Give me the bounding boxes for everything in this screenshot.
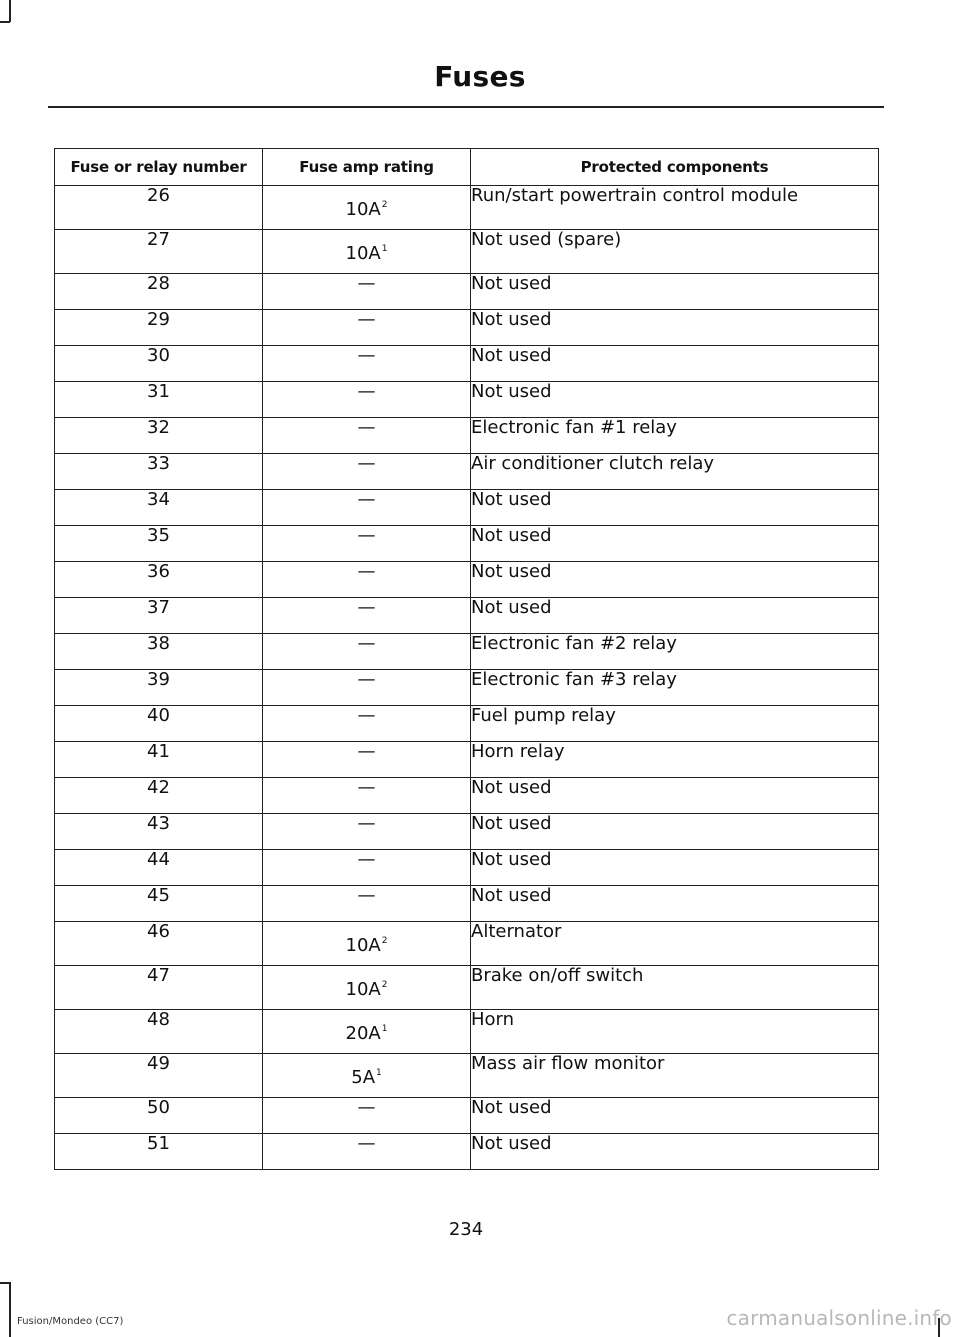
amp-rating-value: —	[357, 741, 376, 762]
table-row	[55, 850, 879, 886]
page-title: Fuses	[434, 60, 526, 93]
amp-rating-value: —	[357, 597, 376, 618]
fuse-table-body	[55, 186, 879, 1170]
page-number: 234	[448, 1219, 484, 1240]
table-row	[55, 1134, 879, 1170]
amp-rating-cell	[263, 1098, 471, 1134]
amp-rating-value: 20A	[345, 1023, 381, 1044]
fuse-number-cell: 28	[55, 274, 263, 310]
fuse-number-cell: 26	[55, 186, 263, 230]
amp-rating-value: —	[357, 345, 376, 366]
table-row	[55, 778, 879, 814]
protected-component-cell: Electronic fan #1 relay	[471, 418, 879, 454]
amp-rating-value: —	[357, 453, 376, 474]
table-row	[55, 598, 879, 634]
crop-mark-top-left-vertical	[9, 0, 11, 22]
amp-rating-cell	[263, 274, 471, 310]
amp-rating-value: —	[357, 381, 376, 402]
amp-rating-cell	[263, 230, 471, 274]
crop-mark-bottom-left-horizontal	[0, 1282, 10, 1284]
amp-rating-cell	[263, 382, 471, 418]
table-row	[55, 186, 879, 230]
amp-rating-cell	[263, 1054, 471, 1098]
protected-component-cell: Not used	[471, 886, 879, 922]
amp-rating-cell	[263, 310, 471, 346]
title-divider	[48, 106, 884, 108]
table-row	[55, 490, 879, 526]
fuse-number-cell: 47	[55, 966, 263, 1010]
amp-rating-cell	[263, 742, 471, 778]
protected-component-cell: Not used	[471, 274, 879, 310]
amp-rating-value: 10A	[345, 935, 381, 956]
protected-component-cell: Mass air flow monitor	[471, 1054, 879, 1098]
protected-component-cell: Not used	[471, 850, 879, 886]
amp-rating-cell	[263, 346, 471, 382]
crop-mark-bottom-left-vertical	[9, 1282, 11, 1337]
amp-rating-value: 10A	[345, 199, 381, 220]
footnote-marker: 2	[381, 936, 388, 946]
table-row	[55, 454, 879, 490]
amp-rating-cell	[263, 886, 471, 922]
fuse-number-cell: 31	[55, 382, 263, 418]
amp-rating-cell	[263, 526, 471, 562]
fuse-number-cell: 35	[55, 526, 263, 562]
amp-rating-value: —	[357, 1097, 376, 1118]
table-row	[55, 346, 879, 382]
protected-component-cell: Not used	[471, 562, 879, 598]
protected-component-cell: Not used	[471, 1098, 879, 1134]
header-protected-components: Protected components	[471, 149, 879, 186]
fuse-number-cell: 41	[55, 742, 263, 778]
protected-component-cell: Run/start powertrain control module	[471, 186, 879, 230]
table-row	[55, 310, 879, 346]
table-row	[55, 966, 879, 1010]
protected-component-cell: Electronic fan #3 relay	[471, 670, 879, 706]
amp-rating-cell	[263, 562, 471, 598]
table-row	[55, 526, 879, 562]
table-row	[55, 230, 879, 274]
fuse-number-cell: 50	[55, 1098, 263, 1134]
footnote-marker: 1	[376, 1068, 382, 1078]
amp-rating-value: —	[357, 417, 376, 438]
amp-rating-value: —	[357, 273, 376, 294]
protected-component-cell: Horn	[471, 1010, 879, 1054]
protected-component-cell: Not used	[471, 526, 879, 562]
protected-component-cell: Not used	[471, 1134, 879, 1170]
amp-rating-cell	[263, 490, 471, 526]
table-row	[55, 634, 879, 670]
table-row	[55, 814, 879, 850]
protected-component-cell: Not used	[471, 598, 879, 634]
fuse-number-cell: 49	[55, 1054, 263, 1098]
amp-rating-value: 5A	[351, 1067, 376, 1088]
protected-component-cell: Air conditioner clutch relay	[471, 454, 879, 490]
amp-rating-value: 10A	[345, 243, 381, 264]
fuse-number-cell: 37	[55, 598, 263, 634]
protected-component-cell: Electronic fan #2 relay	[471, 634, 879, 670]
amp-rating-cell	[263, 706, 471, 742]
fuse-number-cell: 38	[55, 634, 263, 670]
amp-rating-value: —	[357, 777, 376, 798]
table-row	[55, 382, 879, 418]
fuse-number-cell: 42	[55, 778, 263, 814]
protected-component-cell: Brake on/off switch	[471, 966, 879, 1010]
footnote-marker: 2	[381, 200, 388, 210]
watermark: carmanualsonline.info	[726, 1306, 952, 1330]
amp-rating-value: —	[357, 705, 376, 726]
protected-component-cell: Horn relay	[471, 742, 879, 778]
table-row	[55, 1098, 879, 1134]
header-amp-rating: Fuse amp rating	[263, 149, 471, 186]
protected-component-cell: Not used	[471, 310, 879, 346]
crop-mark-top-left-horizontal	[0, 21, 10, 23]
amp-rating-cell	[263, 1134, 471, 1170]
fuse-number-cell: 34	[55, 490, 263, 526]
fuse-number-cell: 29	[55, 310, 263, 346]
amp-rating-value: —	[357, 309, 376, 330]
amp-rating-cell	[263, 418, 471, 454]
protected-component-cell: Not used	[471, 814, 879, 850]
amp-rating-value: —	[357, 813, 376, 834]
fuse-number-cell: 33	[55, 454, 263, 490]
amp-rating-cell	[263, 778, 471, 814]
fuse-number-cell: 48	[55, 1010, 263, 1054]
fuse-number-cell: 27	[55, 230, 263, 274]
header-fuse-number: Fuse or relay number	[55, 149, 263, 186]
protected-component-cell: Not used	[471, 346, 879, 382]
fuse-number-cell: 39	[55, 670, 263, 706]
amp-rating-cell	[263, 598, 471, 634]
footnote-marker: 2	[381, 980, 388, 990]
amp-rating-value: —	[357, 669, 376, 690]
fuse-number-cell: 36	[55, 562, 263, 598]
amp-rating-cell	[263, 814, 471, 850]
amp-rating-cell	[263, 670, 471, 706]
footnote-marker: 1	[381, 1024, 388, 1034]
amp-rating-value: —	[357, 849, 376, 870]
fuse-number-cell: 32	[55, 418, 263, 454]
protected-component-cell: Not used (spare)	[471, 230, 879, 274]
amp-rating-cell	[263, 454, 471, 490]
fuse-number-cell: 45	[55, 886, 263, 922]
table-row	[55, 706, 879, 742]
protected-component-cell: Not used	[471, 490, 879, 526]
amp-rating-value: —	[357, 489, 376, 510]
amp-rating-value: 10A	[345, 979, 381, 1000]
amp-rating-value: —	[357, 525, 376, 546]
table-row	[55, 670, 879, 706]
protected-component-cell: Alternator	[471, 922, 879, 966]
amp-rating-value: —	[357, 633, 376, 654]
fuse-number-cell: 46	[55, 922, 263, 966]
fuse-number-cell: 30	[55, 346, 263, 382]
amp-rating-value: —	[357, 561, 376, 582]
fuse-table	[54, 148, 879, 1170]
table-row	[55, 1054, 879, 1098]
fuse-number-cell: 40	[55, 706, 263, 742]
table-row	[55, 1010, 879, 1054]
amp-rating-cell	[263, 186, 471, 230]
footnote-marker: 1	[381, 244, 388, 254]
protected-component-cell: Fuel pump relay	[471, 706, 879, 742]
protected-component-cell: Not used	[471, 382, 879, 418]
fuse-number-cell: 43	[55, 814, 263, 850]
table-row	[55, 274, 879, 310]
amp-rating-value: —	[357, 885, 376, 906]
table-row	[55, 742, 879, 778]
table-row	[55, 886, 879, 922]
amp-rating-cell	[263, 966, 471, 1010]
fuse-number-cell: 44	[55, 850, 263, 886]
table-header-row	[55, 149, 879, 186]
table-row	[55, 562, 879, 598]
table-row	[55, 418, 879, 454]
amp-rating-cell	[263, 1010, 471, 1054]
protected-component-cell: Not used	[471, 778, 879, 814]
amp-rating-cell	[263, 922, 471, 966]
table-row	[55, 922, 879, 966]
fuse-number-cell: 51	[55, 1134, 263, 1170]
amp-rating-cell	[263, 634, 471, 670]
amp-rating-value: —	[357, 1133, 376, 1154]
footer-model-label: Fusion/Mondeo (CC7)	[17, 1316, 124, 1327]
amp-rating-cell	[263, 850, 471, 886]
